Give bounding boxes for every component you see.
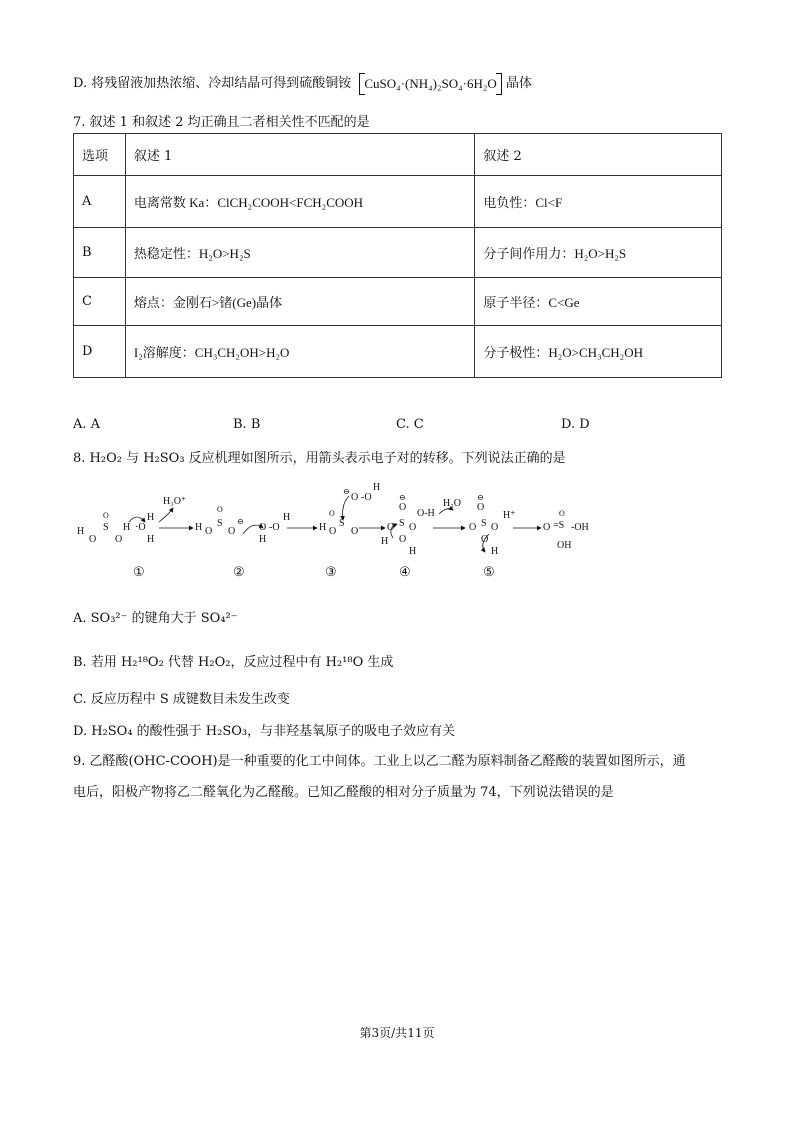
svg-text:O: O — [329, 526, 337, 537]
statement1-cell: 电离常数 Ka：ClCH₂COOH<FCH₂COOH — [125, 176, 474, 228]
statement2-cell: 分子极性：H₂O>CH₃CH₂OH — [475, 326, 722, 378]
table-row — [74, 326, 722, 378]
step-label: ① — [133, 564, 145, 579]
svg-text:O: O — [491, 522, 499, 533]
statement1-cell: I₂溶解度：CH₃CH₂OH>H₂O — [125, 326, 474, 378]
statement2-cell: 分子间作用力：H₂O>H₂S — [475, 228, 722, 278]
page-footer: 第3页/共11页 — [359, 1026, 435, 1040]
statement2-cell: 原子半径：C<Ge — [475, 278, 722, 326]
svg-text:⊖: ⊖ — [237, 517, 244, 526]
svg-text:⊖: ⊖ — [399, 493, 406, 502]
step-label: ② — [233, 564, 245, 579]
q7-stem: 7. 叙述 1 和叙述 2 均正确且二者相关性不匹配的是 — [73, 115, 370, 130]
table-header-row — [74, 134, 722, 176]
svg-text:S: S — [217, 518, 223, 529]
statement2-cell: 电负性：Cl<F — [475, 176, 722, 228]
svg-text:H: H — [147, 534, 155, 545]
svg-text:S: S — [481, 518, 487, 529]
statement1-cell: 热稳定性：H₂O>H₂S — [125, 228, 474, 278]
svg-text:O: O — [481, 534, 489, 545]
statement1-cell: 熔点：金刚石>锗(Ge)晶体 — [125, 278, 474, 326]
svg-text:H: H — [77, 526, 85, 537]
svg-text:H: H — [409, 546, 417, 557]
svg-text:O: O — [559, 509, 565, 518]
q7-option-b: B. B — [233, 417, 261, 432]
q7-option-c: C. C — [396, 417, 424, 432]
svg-text:O: O — [228, 526, 236, 537]
svg-text:O: O — [89, 534, 97, 545]
option-cell: A — [74, 176, 126, 228]
svg-text:O: O — [469, 522, 477, 533]
svg-text:-OH: -OH — [571, 522, 589, 533]
svg-text:H: H — [147, 512, 155, 523]
svg-text:O: O — [399, 534, 407, 545]
q6-formula: CuSO₄·(NH₄)₂SO₄·6H₂O — [359, 73, 501, 95]
svg-text:O: O — [409, 522, 417, 533]
reaction-mechanism-diagram — [73, 472, 593, 582]
svg-text:O: O — [115, 534, 123, 545]
svg-text:S: S — [339, 518, 345, 529]
q7-table — [73, 133, 722, 378]
svg-text:-O: -O — [361, 492, 372, 503]
table-row — [74, 278, 722, 326]
svg-text:O: O — [387, 522, 395, 533]
svg-text:OH: OH — [557, 540, 572, 551]
q9-line1: 9. 乙醛酸(OHC-COOH)是一种重要的化工中间体。工业上以乙二醛为原料制备乙醛酸的装置如图所示，通 — [73, 754, 686, 769]
svg-text:O: O — [543, 522, 551, 533]
svg-text:O: O — [329, 509, 335, 518]
svg-text:⊖: ⊖ — [343, 487, 350, 496]
q8-option-a: A. SO₃²⁻ 的键角大于 SO₄²⁻ — [73, 611, 238, 626]
option-cell: B — [74, 228, 126, 278]
option-cell: C — [74, 278, 126, 326]
svg-text:H: H — [319, 522, 327, 533]
step-label: ④ — [399, 564, 411, 579]
header-cell: 选项 — [74, 134, 126, 176]
q9-line2: 电后，阳极产物将乙二醛氧化为乙醛酸。已知乙醛酸的相对分子质量为 74，下列说法错误的是 — [73, 785, 614, 800]
svg-text:⊖: ⊖ — [477, 493, 484, 502]
svg-text:O: O — [399, 502, 407, 513]
svg-text:O: O — [259, 522, 267, 533]
svg-text:S: S — [103, 522, 109, 533]
svg-text:O: O — [103, 511, 109, 520]
svg-text:O-H: O-H — [417, 508, 435, 519]
svg-text:S: S — [399, 518, 405, 529]
svg-text:H: H — [283, 512, 291, 523]
step-label: ⑤ — [483, 564, 495, 579]
svg-text:=S: =S — [553, 520, 565, 531]
q7-option-a: A. A — [73, 417, 101, 432]
table-row — [74, 228, 722, 278]
q6-suffix: 晶体 — [505, 76, 532, 91]
table-row — [74, 176, 722, 228]
svg-text:-O: -O — [269, 522, 280, 533]
svg-text:H: H — [123, 522, 131, 533]
svg-text:H: H — [373, 482, 381, 493]
svg-text:O: O — [351, 492, 359, 503]
svg-text:H: H — [491, 546, 499, 557]
svg-text:H⁺: H⁺ — [503, 510, 516, 521]
q6-option-d-text: D. 将残留液加热浓缩、冷却结晶可得到硫酸铜铵 — [73, 76, 352, 91]
header-cell: 叙述 1 — [125, 134, 474, 176]
q8-option-b: B. 若用 H₂¹⁸O₂ 代替 H₂O₂，反应过程中有 H₂¹⁸O 生成 — [73, 655, 394, 670]
header-cell: 叙述 2 — [475, 134, 722, 176]
svg-text:H: H — [195, 522, 203, 533]
q7-options — [73, 417, 633, 433]
svg-text:O: O — [477, 502, 485, 513]
q6-option-d — [73, 72, 532, 95]
step-label: ③ — [325, 564, 337, 579]
q8-stem: 8. H₂O₂ 与 H₂SO₃ 反应机理如图所示，用箭头表示电子对的转移。下列说法正确的是 — [73, 451, 566, 466]
svg-text:H: H — [259, 534, 267, 545]
q8-option-d: D. H₂SO₄ 的酸性强于 H₂SO₃，与非羟基氧原子的吸电子效应有关 — [73, 724, 456, 739]
svg-text:H: H — [381, 536, 389, 547]
svg-text:O: O — [205, 526, 213, 537]
svg-text:H₃O⁺: H₃O⁺ — [163, 496, 187, 507]
q7-option-d: D. D — [561, 417, 590, 432]
svg-text:·O: ·O — [135, 522, 146, 533]
svg-text:O: O — [351, 526, 359, 537]
q8-option-c: C. 反应历程中 S 成键数目未发生改变 — [73, 692, 290, 707]
option-cell: D — [74, 326, 126, 378]
svg-text:O: O — [217, 505, 223, 514]
svg-text:H₂O: H₂O — [443, 498, 461, 509]
